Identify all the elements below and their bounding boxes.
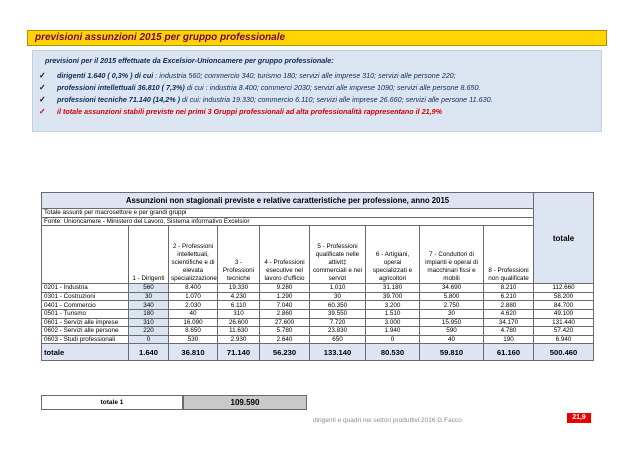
cell: 4.780 <box>484 327 534 336</box>
cell: 2.030 <box>169 301 218 310</box>
cell: 7.040 <box>260 301 310 310</box>
table-row <box>42 318 594 327</box>
row-label: 0603 - Studi professionali <box>42 335 129 344</box>
totale-row <box>42 344 594 361</box>
cell: 0 <box>366 335 420 344</box>
totale-cell: 71.140 <box>218 344 260 361</box>
cell: 8.650 <box>169 327 218 336</box>
grand-total: 500.460 <box>534 344 594 361</box>
info-heading: previsioni per il 2015 effettuate da Excelsior-Unioncamere per gruppo professionale: <box>45 56 334 65</box>
cell: 34.690 <box>420 284 484 293</box>
row-total: 84.700 <box>534 301 594 310</box>
totale-cell: 59.810 <box>420 344 484 361</box>
list-item <box>39 71 595 80</box>
cell: 31.180 <box>366 284 420 293</box>
totale-cell: 80.530 <box>366 344 420 361</box>
cell: 340 <box>129 301 169 310</box>
row-label: 0301 - Costruzioni <box>42 292 129 301</box>
table-title: Assunzioni non stagionali previste e relative caratteristiche per professione, anno 2015 <box>42 193 534 209</box>
cell: 180 <box>129 309 169 318</box>
cell: 9.280 <box>260 284 310 293</box>
row-total: 57.420 <box>534 327 594 336</box>
table-row <box>42 301 594 310</box>
cell: 4.230 <box>218 292 260 301</box>
cell: 1.510 <box>366 309 420 318</box>
cell: 60.350 <box>310 301 366 310</box>
cell: 8.210 <box>484 284 534 293</box>
list-item-highlight <box>39 107 595 116</box>
totale-cell: 133.140 <box>310 344 366 361</box>
header-label-cell <box>42 226 129 284</box>
list-item-text: il totale assunzioni stabili previste nei primi 3 Gruppi professionali ad alta professionalità rappresentano il 21,9% <box>57 107 443 116</box>
cell: 650 <box>310 335 366 344</box>
total-header: totale <box>534 193 594 284</box>
cell: 5.800 <box>420 292 484 301</box>
cell: 560 <box>129 284 169 293</box>
totale-cell: 56.230 <box>260 344 310 361</box>
row-label: 0401 - Commercio <box>42 301 129 310</box>
cell: 590 <box>420 327 484 336</box>
cell: 2.880 <box>484 301 534 310</box>
totale1-summary <box>41 395 593 410</box>
column-header: 5 - Professioni qualificate nelle attivit‡ commerciali e nei servizi <box>310 226 366 284</box>
cell: 7.720 <box>310 318 366 327</box>
totale-label: totale <box>42 344 129 361</box>
cell: 6.210 <box>484 292 534 301</box>
cell: 310 <box>129 318 169 327</box>
column-header: 1 - Dirigenti <box>129 226 169 284</box>
cell: 30 <box>129 292 169 301</box>
cell: 3.000 <box>366 318 420 327</box>
cell: 19.330 <box>218 284 260 293</box>
cell: 5.780 <box>260 327 310 336</box>
list-item <box>39 83 595 92</box>
cell: 34.170 <box>484 318 534 327</box>
cell: 2.860 <box>260 309 310 318</box>
cell: 1.290 <box>260 292 310 301</box>
cell: 310 <box>218 309 260 318</box>
cell: 27.600 <box>260 318 310 327</box>
totale-cell: 1.640 <box>129 344 169 361</box>
cell: 23.830 <box>310 327 366 336</box>
table-source: Fonte: Unioncamere - Ministero del Lavoro, Sistema informativo Excelsior <box>42 217 534 226</box>
cell: 16.090 <box>169 318 218 327</box>
cell: 30 <box>310 292 366 301</box>
cell: 2.640 <box>260 335 310 344</box>
list-item-text: professioni intellettuali 36.810 ( 7,3%) di cui : industria 8.400; commerci 2030; servizi alle imprese 1090; servizi alle persone 8.650. <box>57 83 481 92</box>
cell: 6.110 <box>218 301 260 310</box>
cell: 26.600 <box>218 318 260 327</box>
cell: 8.400 <box>169 284 218 293</box>
row-total: 131.440 <box>534 318 594 327</box>
column-header: 2 - Professioni intellettuali, scientifiche e di elevata specializzazione <box>169 226 218 284</box>
checkmark-icon: ✓ <box>39 107 46 116</box>
row-total: 49.100 <box>534 309 594 318</box>
cell: 1.940 <box>366 327 420 336</box>
slide-title: previsioni assunzioni 2015 per gruppo professionale <box>27 30 607 46</box>
column-header: 3 - Professioni tecniche <box>218 226 260 284</box>
totale1-label: totale 1 <box>41 395 183 410</box>
checkmark-icon: ✓ <box>39 95 46 104</box>
cell: 2.750 <box>420 301 484 310</box>
column-header: 8 - Professioni non qualificate <box>484 226 534 284</box>
hiring-table-container <box>41 192 593 361</box>
table-row <box>42 284 594 293</box>
row-total: 6.940 <box>534 335 594 344</box>
list-item <box>39 95 595 104</box>
totale-cell: 61.160 <box>484 344 534 361</box>
column-header: 6 - Artigiani, operai specializzati e agricoltori <box>366 226 420 284</box>
cell: 3.200 <box>366 301 420 310</box>
column-header: 7 - Conduttori di impianti e operai di macchinari fissi e mobili <box>420 226 484 284</box>
cell: 2.930 <box>218 335 260 344</box>
cell: 1.010 <box>310 284 366 293</box>
table-row <box>42 309 594 318</box>
row-total: 112.660 <box>534 284 594 293</box>
cell: 220 <box>129 327 169 336</box>
info-list <box>39 71 595 116</box>
cell: 39.550 <box>310 309 366 318</box>
table-row <box>42 327 594 336</box>
cell: 15.950 <box>420 318 484 327</box>
list-item-text: dirigenti 1.640 ( 0,3% ) di cui : industria 560; commercio 340; turismo 180; servizi alle imprese 310; servizi alle persone 220; <box>57 71 456 80</box>
row-total: 58.200 <box>534 292 594 301</box>
cell: 1.070 <box>169 292 218 301</box>
cell: 0 <box>129 335 169 344</box>
slide-footer: dirigenti e quadri nei settori produttivi 2016 G.Facco <box>313 417 462 424</box>
checkmark-icon: ✓ <box>39 71 46 80</box>
checkmark-icon: ✓ <box>39 83 46 92</box>
table-row <box>42 335 594 344</box>
cell: 190 <box>484 335 534 344</box>
table-subtitle: Totale assunti per macrosettore e per grandi gruppi <box>42 209 534 218</box>
totale1-value: 109.590 <box>183 395 307 410</box>
hiring-table <box>41 192 594 361</box>
forecast-info-box <box>32 50 602 132</box>
column-headers <box>42 226 594 284</box>
totale-cell: 36.810 <box>169 344 218 361</box>
list-item-text: professioni tecniche 71.140 (14,2% ) di cui: industria 19.330; commercio 6.110; servizi alle imprese 26.660; servizi alle persone 11.630. <box>57 95 493 104</box>
table-row <box>42 292 594 301</box>
column-header: 4 - Professioni esecutive nel lavoro d'ufficio <box>260 226 310 284</box>
row-label: 0501 - Turismo <box>42 309 129 318</box>
cell: 40 <box>169 309 218 318</box>
row-label: 0601 - Servizi alle imprese <box>42 318 129 327</box>
row-label: 0602 - Servizi alle persone <box>42 327 129 336</box>
cell: 4.620 <box>484 309 534 318</box>
cell: 11.630 <box>218 327 260 336</box>
cell: 39.700 <box>366 292 420 301</box>
cell: 40 <box>420 335 484 344</box>
cell: 530 <box>169 335 218 344</box>
percentage-badge: 21,9 <box>567 413 591 423</box>
row-label: 0201 - Industria <box>42 284 129 293</box>
cell: 30 <box>420 309 484 318</box>
